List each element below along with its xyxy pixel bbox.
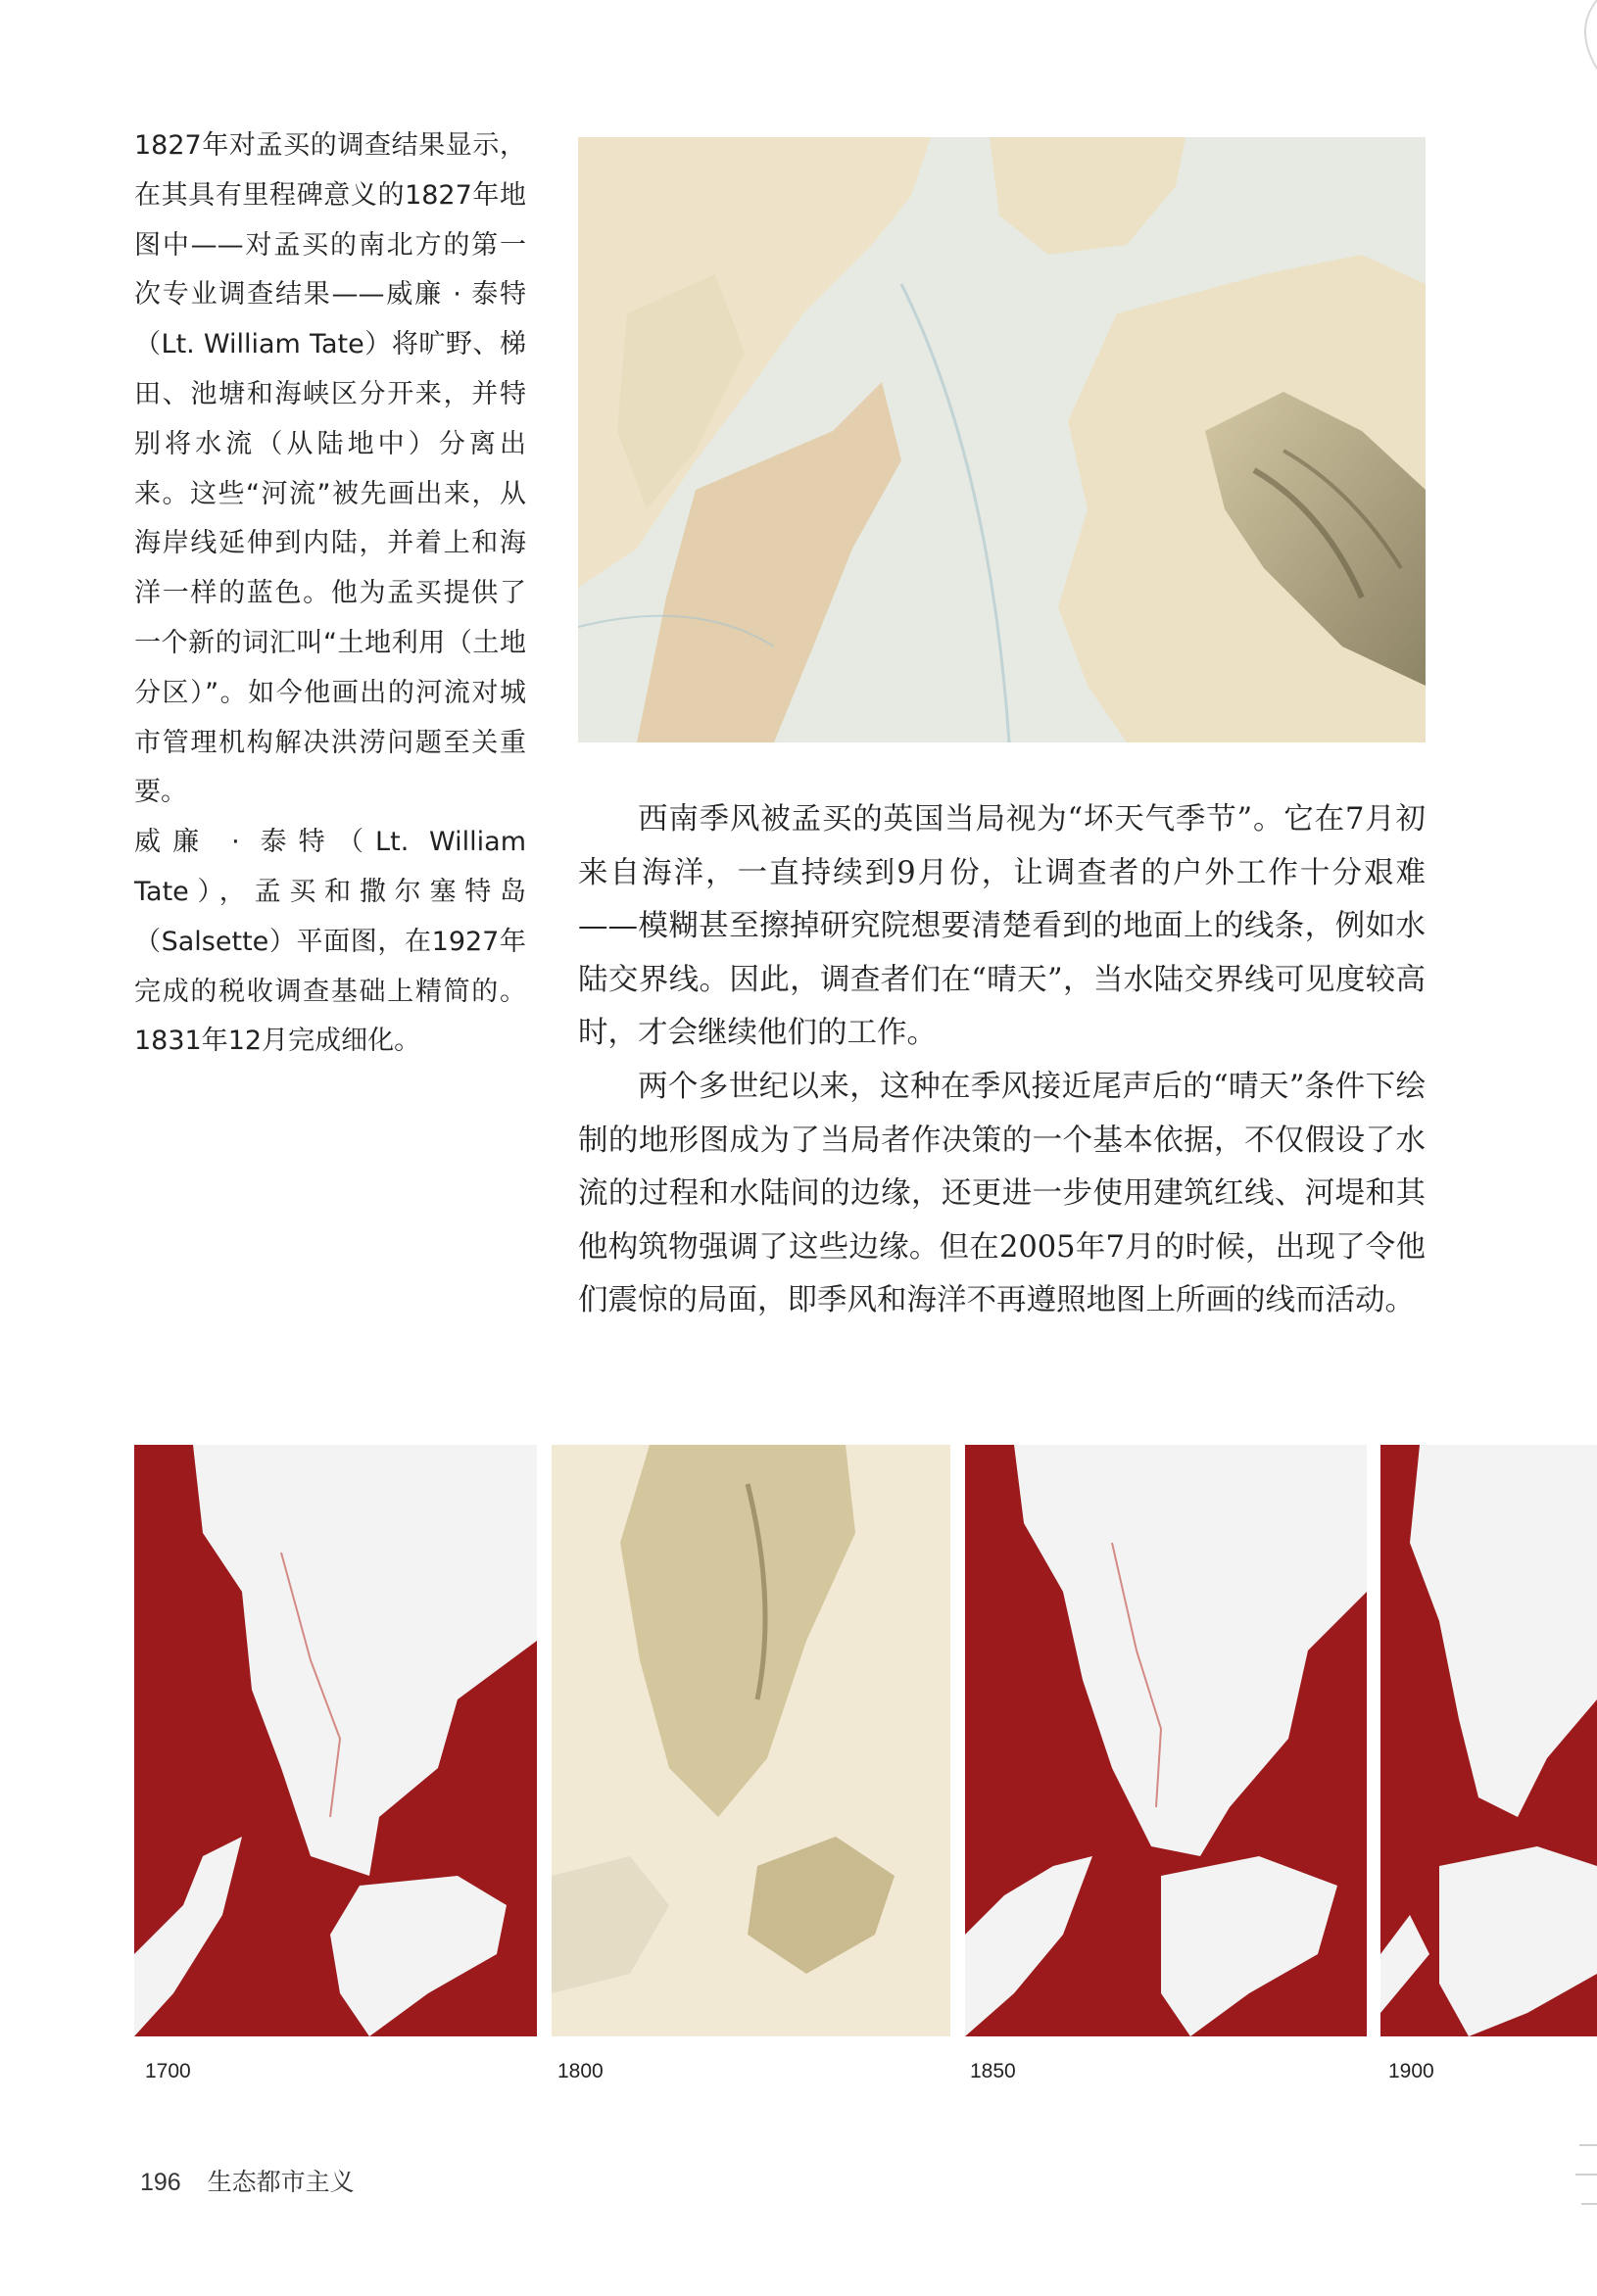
caption-paragraph-1: 1827年对孟买的调查结果显示，在其具有里程碑意义的1827年地图中——对孟买的南北方的第一次专业调查结果——威廉 · 泰特（Lt. William Tate）将旷野、梯田、池塘和海峡区分开来，并特别将水流（从陆地中）分离出来。这些“河流”被先画出来，从海岸线延伸到内陆，并着上和海洋一样的蓝色。他为孟买提供了一个新的词汇叫“土地利用（土地分区）”。如今他画出的河流对城市管理机构解决洪涝问题至关重要。 xyxy=(134,130,526,808)
map-label-1850: 1850 xyxy=(970,2060,1016,2082)
map-1800 xyxy=(552,1445,950,2036)
edge-ornament-top xyxy=(1570,0,1597,78)
map-1700 xyxy=(134,1445,537,2036)
map-1900 xyxy=(1380,1445,1597,2036)
page-number: 196 xyxy=(140,2169,181,2196)
map-1850 xyxy=(965,1445,1367,2036)
caption-paragraph-2: 威廉 · 泰特（Lt. William Tate），孟买和撒尔塞特岛（Salsette）平面图，在1927年完成的税收调查基础上精简的。1831年12月完成细化。 xyxy=(134,827,526,1057)
edge-ornament-bottom xyxy=(1570,2126,1597,2243)
historic-survey-map xyxy=(578,137,1426,742)
body-text xyxy=(578,793,1426,1328)
page-footer xyxy=(140,2163,374,2198)
map-label-1800: 1800 xyxy=(557,2060,604,2082)
book-title: 生态都市主义 xyxy=(207,2169,355,2196)
map-label-1700: 1700 xyxy=(145,2060,191,2082)
figure-caption xyxy=(134,121,526,1067)
map-label-1900: 1900 xyxy=(1388,2060,1434,2082)
body-paragraph-2: 两个多世纪以来，这种在季风接近尾声后的“晴天”条件下绘制的地形图成为了当局者作决策的一个基本依据，不仅假设了水流的过程和水陆间的边缘，还更进一步使用建筑红线、河堤和其他构筑物强调了这些边缘。但在2005年7月的时候，出现了令他们震惊的局面，即季风和海洋不再遵照地图上所画的线而活动。 xyxy=(578,1069,1426,1318)
body-paragraph-1: 西南季风被孟买的英国当局视为“坏天气季节”。它在7月初来自海洋，一直持续到9月份，让调查者的户外工作十分艰难——模糊甚至擦掉研究院想要清楚看到的地面上的线条，例如水陆交界线。因此，调查者们在“晴天”，当水陆交界线可见度较高时，才会继续他们的工作。 xyxy=(578,802,1426,1051)
